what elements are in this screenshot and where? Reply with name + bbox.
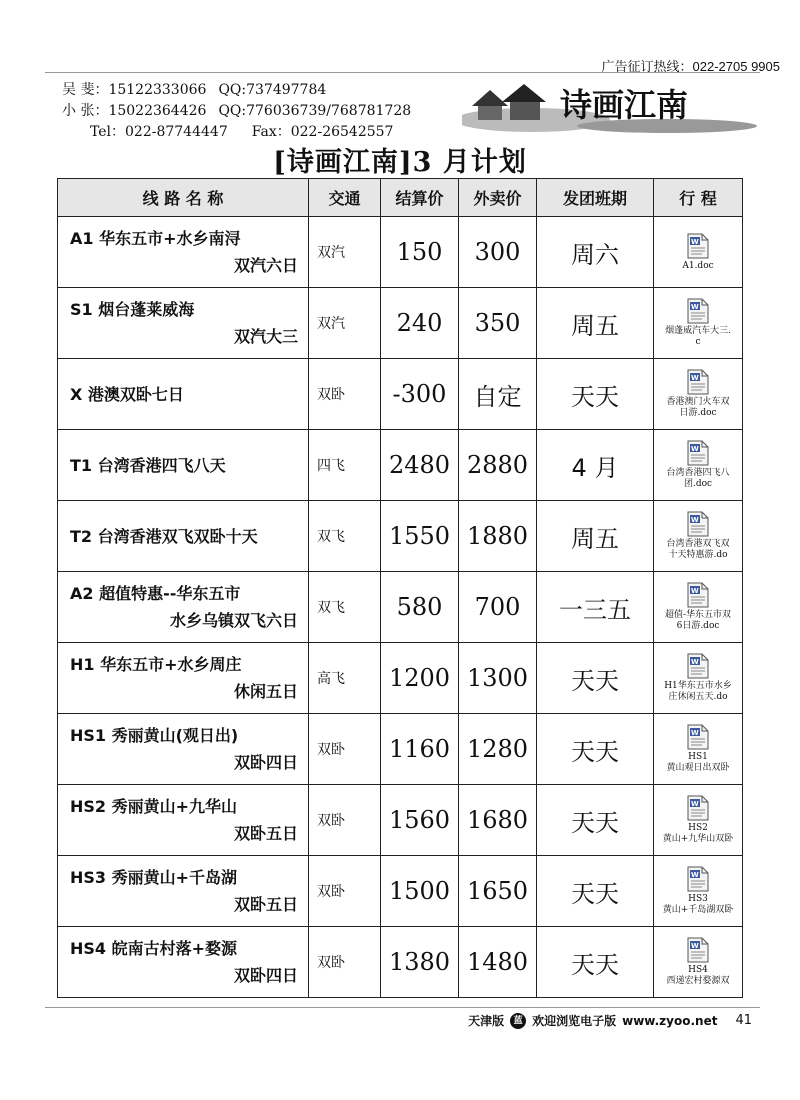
route-name-cell [58, 856, 309, 927]
route-table [57, 178, 743, 998]
plan-title: [诗画江南]3 月计划 [273, 147, 527, 178]
departure-cell: 周五 [537, 288, 654, 359]
word-doc-icon [686, 653, 710, 679]
transport-cell: 四飞 [309, 430, 381, 501]
itinerary-file-attachment[interactable] [654, 359, 743, 430]
settle-price-cell: 1200 [381, 643, 459, 714]
svg-text:W: W [691, 729, 699, 737]
itinerary-filename-line2: 西递宏村婺源双 [666, 976, 730, 986]
logo-house-right [510, 102, 540, 120]
sale-price-cell: 1480 [459, 927, 537, 998]
svg-text:W: W [691, 516, 699, 524]
footer [468, 1012, 752, 1029]
departure-cell: 周六 [537, 217, 654, 288]
footer-welcome: 欢迎浏览电子版 [532, 1014, 617, 1028]
transport-cell: 双卧 [309, 927, 381, 998]
settle-price-cell: 150 [381, 217, 459, 288]
sale-price-cell: 1280 [459, 714, 537, 785]
transport-cell: 双飞 [309, 501, 381, 572]
itinerary-filename-line1: HS2 [688, 823, 708, 833]
departure-cell: 天天 [537, 643, 654, 714]
sale-price-cell: 1680 [459, 785, 537, 856]
brand-logo [462, 76, 762, 138]
svg-text:W: W [691, 303, 699, 311]
contact-tel: Tel：022-87744447 [90, 124, 228, 140]
word-doc-icon [686, 937, 710, 963]
departure-cell: 一三五 [537, 572, 654, 643]
departure-cell: 天天 [537, 927, 654, 998]
contact-zhang [62, 101, 411, 122]
itinerary-filename-line2: 黄山观日出双卧 [666, 763, 730, 773]
contact-fax: Fax：022-26542557 [251, 124, 394, 140]
departure-cell: 天天 [537, 785, 654, 856]
itinerary-file-attachment[interactable] [654, 288, 743, 359]
svg-text:W: W [691, 800, 699, 808]
logo-roof-right [502, 84, 546, 102]
route-name-line2: 双汽六日 [233, 256, 298, 275]
settle-price-cell: 2480 [381, 430, 459, 501]
top-rule [45, 72, 760, 73]
contact-zhang-qq: QQ:776036739/768781728 [218, 103, 412, 119]
route-name: T1 台湾香港四飞八天 [70, 455, 226, 475]
route-name-line2: 双卧五日 [233, 895, 298, 914]
itinerary-file-attachment[interactable] [654, 643, 743, 714]
sale-price-cell: 700 [459, 572, 537, 643]
departure-cell: 周五 [537, 501, 654, 572]
svg-text:W: W [691, 237, 699, 246]
transport-cell: 双卧 [309, 714, 381, 785]
route-name: HS2 秀丽黄山+九华山 [70, 797, 238, 816]
route-name: X 港澳双卧七日 [70, 384, 184, 404]
route-name-cell [58, 501, 309, 572]
ad-hotline: 广告征订热线：022-2705 9905 [601, 59, 780, 74]
svg-text:W: W [691, 942, 699, 950]
table-row [58, 643, 743, 714]
settle-price-cell: 1550 [381, 501, 459, 572]
word-doc-icon [686, 724, 710, 750]
sale-price-cell: 300 [459, 217, 537, 288]
departure-cell: 4 月 [537, 430, 654, 501]
route-name-cell [58, 359, 309, 430]
header-settle-price: 结算价 [381, 179, 459, 217]
settle-price-cell: 1560 [381, 785, 459, 856]
footer-edition: 天津版 [468, 1014, 505, 1028]
word-doc-icon [686, 795, 710, 821]
route-name-cell [58, 217, 309, 288]
route-name-cell [58, 643, 309, 714]
settle-price-cell: 1500 [381, 856, 459, 927]
page-number: 41 [735, 1013, 752, 1028]
route-name-line2: 双卧四日 [233, 966, 298, 985]
departure-cell: 天天 [537, 359, 654, 430]
route-name-cell [58, 927, 309, 998]
settle-price-cell: 240 [381, 288, 459, 359]
logo-text: 诗画江南 [560, 86, 689, 124]
itinerary-filename [654, 261, 742, 272]
itinerary-filename [654, 681, 742, 703]
itinerary-file-attachment[interactable] [654, 714, 743, 785]
logo-house-left [478, 106, 502, 120]
route-name-cell [58, 785, 309, 856]
transport-cell: 双汽 [309, 217, 381, 288]
header-transport: 交通 [309, 179, 381, 217]
itinerary-filename-line1: 超值-华东五市双 [664, 610, 732, 620]
transport-cell: 双飞 [309, 572, 381, 643]
route-name-cell [58, 714, 309, 785]
contact-wu [62, 80, 411, 101]
itinerary-file-attachment[interactable] [654, 430, 743, 501]
transport-cell: 双汽 [309, 288, 381, 359]
itinerary-filename [654, 823, 742, 845]
table-row [58, 714, 743, 785]
word-doc-icon [686, 511, 710, 537]
itinerary-filename-line1: 台湾香港四飞八 [666, 468, 730, 478]
itinerary-filename-line2: 团.doc [683, 479, 713, 489]
settle-price-cell: 1380 [381, 927, 459, 998]
word-doc-icon [686, 440, 710, 466]
sale-price-cell: 1650 [459, 856, 537, 927]
contact-wu-name: 吴 斐： [62, 82, 109, 98]
contact-block [62, 80, 411, 143]
itinerary-filename-line1: HS1 [688, 752, 708, 762]
route-name-line2: 双汽大三 [233, 327, 298, 346]
settle-price-cell: 580 [381, 572, 459, 643]
svg-text:W: W [691, 587, 699, 595]
settle-price-cell: -300 [381, 359, 459, 430]
itinerary-filename-line2: 黄山+千岛湖双卧 [662, 905, 734, 915]
transport-cell: 高飞 [309, 643, 381, 714]
settle-price-cell: 1160 [381, 714, 459, 785]
footer-badge-icon: 蓝 [510, 1013, 526, 1029]
itinerary-filename-line1: HS3 [688, 894, 708, 904]
transport-cell: 双卧 [309, 785, 381, 856]
svg-text:W: W [691, 374, 699, 382]
word-doc-icon [686, 582, 710, 608]
svg-text:W: W [691, 445, 699, 453]
table-row [58, 501, 743, 572]
itinerary-filename-line1: H1华东五市水乡 [664, 681, 732, 691]
itinerary-file-attachment[interactable] [654, 785, 743, 856]
transport-cell: 双卧 [309, 856, 381, 927]
contact-wu-phone: 15122333066 [108, 82, 207, 98]
route-name-cell [58, 572, 309, 643]
route-name-line2: 休闲五日 [233, 682, 298, 701]
departure-cell: 天天 [537, 856, 654, 927]
itinerary-filename-line2: 6日游.doc [676, 621, 720, 631]
route-name: A2 超值特惠--华东五市 [70, 584, 241, 603]
route-name-line2: 双卧四日 [233, 753, 298, 772]
table-row [58, 430, 743, 501]
itinerary-file-attachment[interactable] [654, 572, 743, 643]
departure-cell: 天天 [537, 714, 654, 785]
route-name: T2 台湾香港双飞双卧十天 [70, 526, 258, 546]
itinerary-file-attachment[interactable] [654, 856, 743, 927]
itinerary-filename-line2: 黄山+九华山双卧 [662, 834, 734, 844]
table-row [58, 785, 743, 856]
transport-cell: 双卧 [309, 359, 381, 430]
table-row [58, 572, 743, 643]
route-name-cell [58, 288, 309, 359]
route-name: HS3 秀丽黄山+千岛湖 [70, 868, 238, 887]
sale-price-cell: 2880 [459, 430, 537, 501]
table-row [58, 927, 743, 998]
sale-price-cell: 自定 [459, 359, 537, 430]
sale-price-cell: 1880 [459, 501, 537, 572]
footer-site-link[interactable]: www.zyoo.net [622, 1013, 718, 1028]
itinerary-filename-line1: 香港澳门火车双 [666, 397, 730, 407]
itinerary-filename [654, 965, 742, 987]
itinerary-filename-line1: 台湾香港双飞双 [666, 539, 730, 549]
sale-price-cell: 1300 [459, 643, 537, 714]
table-row [58, 856, 743, 927]
svg-text:W: W [691, 871, 699, 879]
header-itinerary: 行 程 [654, 179, 743, 217]
route-name: S1 烟台蓬莱威海 [70, 300, 195, 319]
header-sale-price: 外卖价 [459, 179, 537, 217]
word-doc-icon [686, 369, 710, 395]
route-name-line2: 水乡乌镇双飞六日 [169, 611, 298, 630]
route-name-line2: 双卧五日 [233, 824, 298, 843]
logo-roof-left [472, 90, 508, 106]
footer-rule [45, 1007, 760, 1008]
itinerary-file-attachment[interactable] [654, 217, 743, 288]
sale-price-cell: 350 [459, 288, 537, 359]
itinerary-filename-line1: HS4 [688, 965, 708, 975]
contact-zhang-phone: 15022364426 [108, 103, 207, 119]
itinerary-file-attachment[interactable] [654, 501, 743, 572]
header-route-name: 线 路 名 称 [58, 179, 309, 217]
itinerary-filename-line1: 烟蓬威汽车大三. [665, 326, 731, 336]
itinerary-filename [654, 539, 742, 561]
route-table-body [58, 217, 743, 998]
itinerary-filename-line2: 十天特惠游.do [668, 550, 728, 560]
itinerary-filename [654, 894, 742, 916]
route-name-cell [58, 430, 309, 501]
itinerary-filename [654, 752, 742, 774]
route-name: HS4 皖南古村落+婺源 [70, 939, 238, 958]
itinerary-filename [654, 610, 742, 632]
itinerary-file-attachment[interactable] [654, 927, 743, 998]
word-doc-icon [686, 866, 710, 892]
table-row [58, 359, 743, 430]
itinerary-filename [654, 468, 742, 490]
route-name: A1 华东五市+水乡南浔 [70, 229, 241, 248]
itinerary-filename [654, 397, 742, 419]
table-row [58, 217, 743, 288]
header-departure: 发团班期 [537, 179, 654, 217]
itinerary-filename-line1: A1.doc [682, 260, 714, 271]
route-name: H1 华东五市+水乡周庄 [70, 655, 242, 674]
svg-text:W: W [691, 658, 699, 666]
contact-zhang-name: 小 张： [62, 103, 109, 119]
route-name: HS1 秀丽黄山(观日出) [70, 726, 239, 745]
itinerary-filename-line2: c [695, 337, 701, 347]
table-header-row [58, 179, 743, 217]
contact-wu-qq: QQ:737497784 [218, 82, 327, 98]
itinerary-filename-line2: 庄休闲五天.do [668, 692, 728, 702]
itinerary-filename-line2: 日游.doc [679, 408, 717, 418]
itinerary-filename [654, 326, 742, 348]
word-doc-icon [686, 298, 710, 324]
table-row [58, 288, 743, 359]
word-doc-icon [686, 233, 710, 259]
